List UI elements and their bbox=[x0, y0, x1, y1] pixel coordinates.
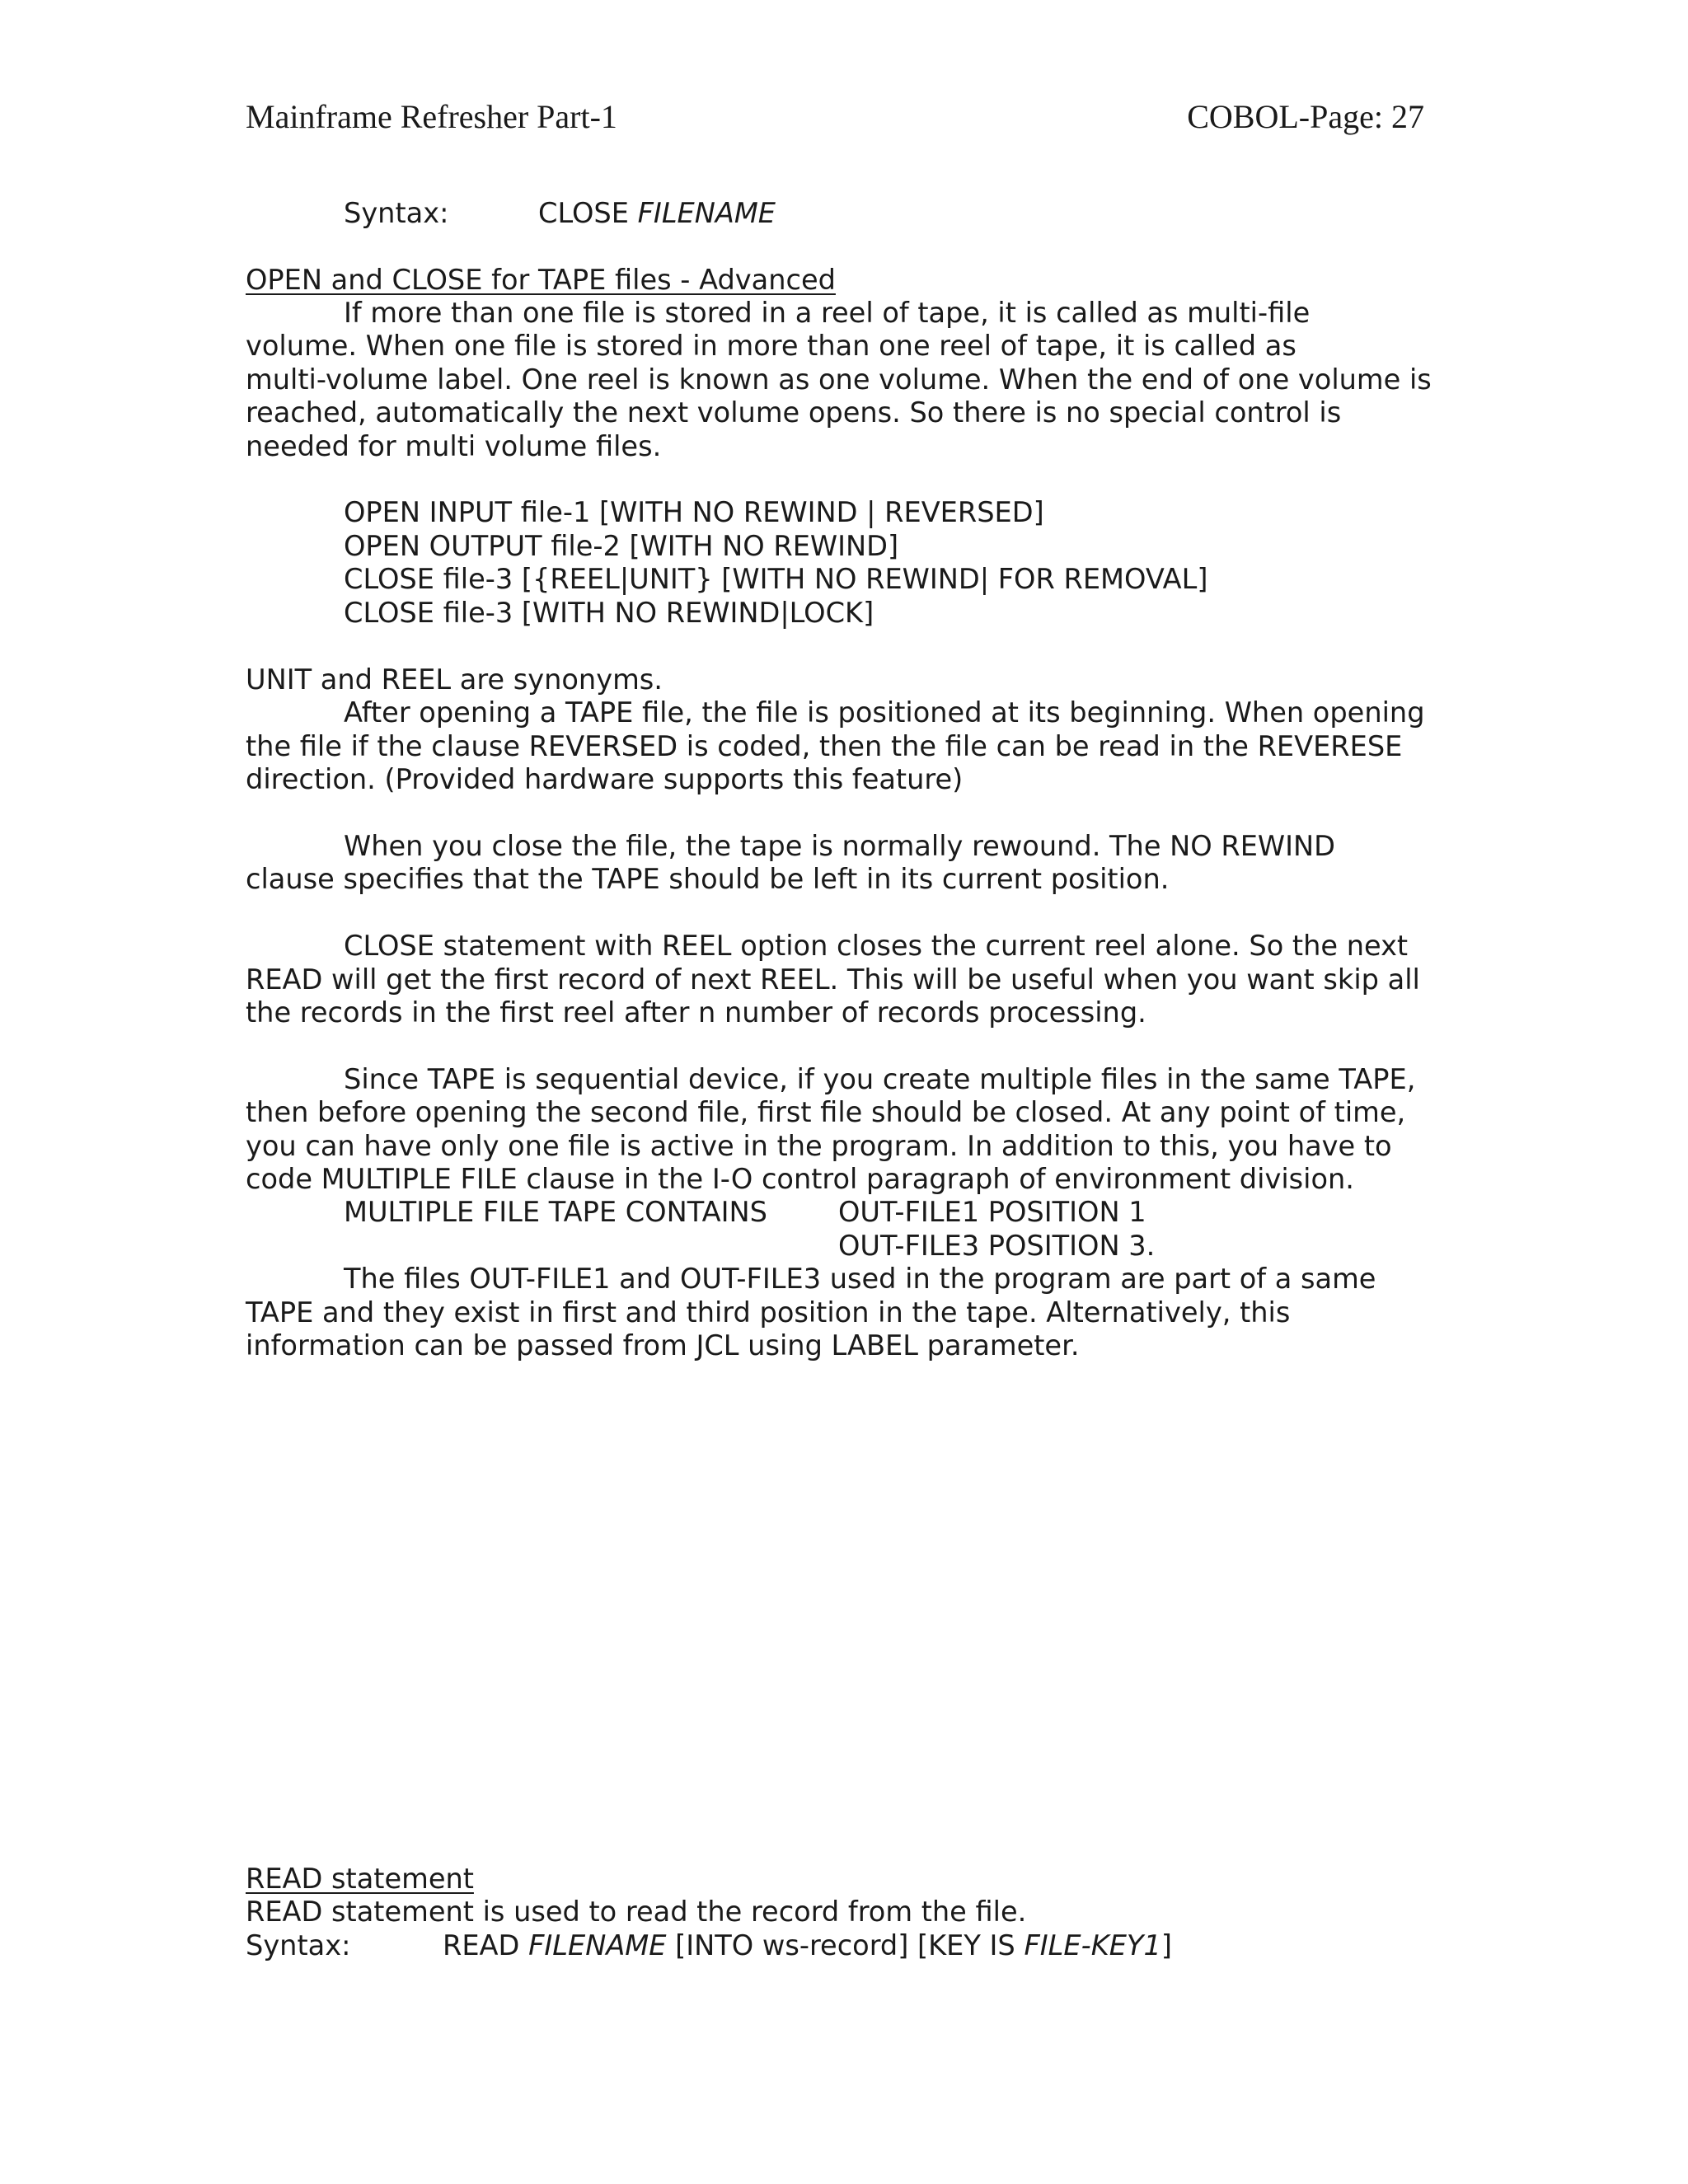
header-title: Mainframe Refresher Part-1 bbox=[246, 98, 617, 135]
para1-line: If more than one file is stored in a reel of tape, it is called as multi-file bbox=[344, 297, 1311, 329]
multiple-file-position-3: OUT-FILE3 POSITION 3. bbox=[838, 1230, 1156, 1262]
para4-line: the records in the first reel after n number of records processing. bbox=[246, 996, 1146, 1029]
read-syntax-line bbox=[246, 1929, 1172, 1963]
code-line-close-reel: CLOSE file-3 [{REEL|UNIT} [WITH NO REWIND| FOR REMOVAL] bbox=[344, 563, 1208, 595]
para5-line: you can have only one file is active in the program. In addition to this, you have to bbox=[246, 1130, 1392, 1162]
read-section-heading: READ statement bbox=[246, 1863, 474, 1895]
para3-line: clause specifies that the TAPE should be left in its current position. bbox=[246, 863, 1170, 895]
read-close-bracket: ] bbox=[1160, 1929, 1172, 1961]
code-line-open-output: OPEN OUTPUT file-2 [WITH NO REWIND] bbox=[344, 530, 899, 562]
para3-line: When you close the file, the tape is normally rewound. The NO REWIND bbox=[344, 830, 1336, 862]
para1-line: needed for multi volume files. bbox=[246, 430, 662, 462]
para5-line: Since TAPE is sequential device, if you create multiple files in the same TAPE, bbox=[344, 1063, 1416, 1095]
read-syntax-expr bbox=[443, 1929, 1172, 1963]
header-page-number: COBOL-Page: 27 bbox=[1187, 98, 1424, 135]
code-line-open-input: OPEN INPUT file-1 [WITH NO REWIND | REVERSED] bbox=[344, 496, 1044, 528]
tape-section-heading: OPEN and CLOSE for TAPE files - Advanced bbox=[246, 264, 836, 296]
para6-line: TAPE and they exist in first and third position in the tape. Alternatively, this bbox=[246, 1296, 1291, 1329]
close-filename-arg: FILENAME bbox=[637, 197, 776, 229]
para4-line: READ will get the first record of next REEL. This will be useful when you want skip all bbox=[246, 963, 1420, 996]
read-filename-arg: FILENAME bbox=[528, 1929, 667, 1961]
close-keyword: CLOSE bbox=[538, 197, 629, 229]
code-line-close-lock: CLOSE file-3 [WITH NO REWIND|LOCK] bbox=[344, 597, 874, 629]
para2-line: direction. (Provided hardware supports this feature) bbox=[246, 763, 964, 795]
para5-line: then before opening the second file, first file should be closed. At any point of time, bbox=[246, 1096, 1406, 1128]
para1-line: volume. When one file is stored in more than one reel of tape, it is called as bbox=[246, 330, 1296, 362]
para2-line: the file if the clause REVERSED is coded, then the file can be read in the REVERESE bbox=[246, 730, 1403, 762]
para4-line: CLOSE statement with REEL option closes the current reel alone. So the next bbox=[344, 930, 1409, 962]
close-syntax-line bbox=[344, 197, 776, 231]
read-key-arg: FILE-KEY1 bbox=[1024, 1929, 1161, 1961]
para1-line: reached, automatically the next volume opens. So there is no special control is bbox=[246, 396, 1342, 429]
para6-line: information can be passed from JCL using LABEL parameter. bbox=[246, 1329, 1080, 1361]
read-keyword: READ bbox=[443, 1929, 520, 1961]
multiple-file-position-1: OUT-FILE1 POSITION 1 bbox=[838, 1196, 1146, 1228]
close-syntax-expr bbox=[538, 197, 776, 231]
para2-line: After opening a TAPE file, the file is positioned at its beginning. When opening bbox=[344, 696, 1425, 729]
syntax-label: Syntax: bbox=[344, 197, 449, 229]
para6-line: The files OUT-FILE1 and OUT-FILE3 used in the program are part of a same bbox=[344, 1263, 1376, 1295]
read-description: READ statement is used to read the record from the file. bbox=[246, 1896, 1027, 1928]
multiple-file-clause: MULTIPLE FILE TAPE CONTAINS bbox=[344, 1196, 767, 1228]
read-into-clause: [INTO ws-record] [KEY IS bbox=[675, 1929, 1015, 1961]
para5-line: code MULTIPLE FILE clause in the I-O control paragraph of environment division. bbox=[246, 1163, 1354, 1195]
para1-line: multi-volume label. One reel is known as one volume. When the end of one volume is bbox=[246, 363, 1432, 396]
synonyms-note: UNIT and REEL are synonyms. bbox=[246, 663, 663, 696]
syntax-label: Syntax: bbox=[246, 1929, 351, 1961]
